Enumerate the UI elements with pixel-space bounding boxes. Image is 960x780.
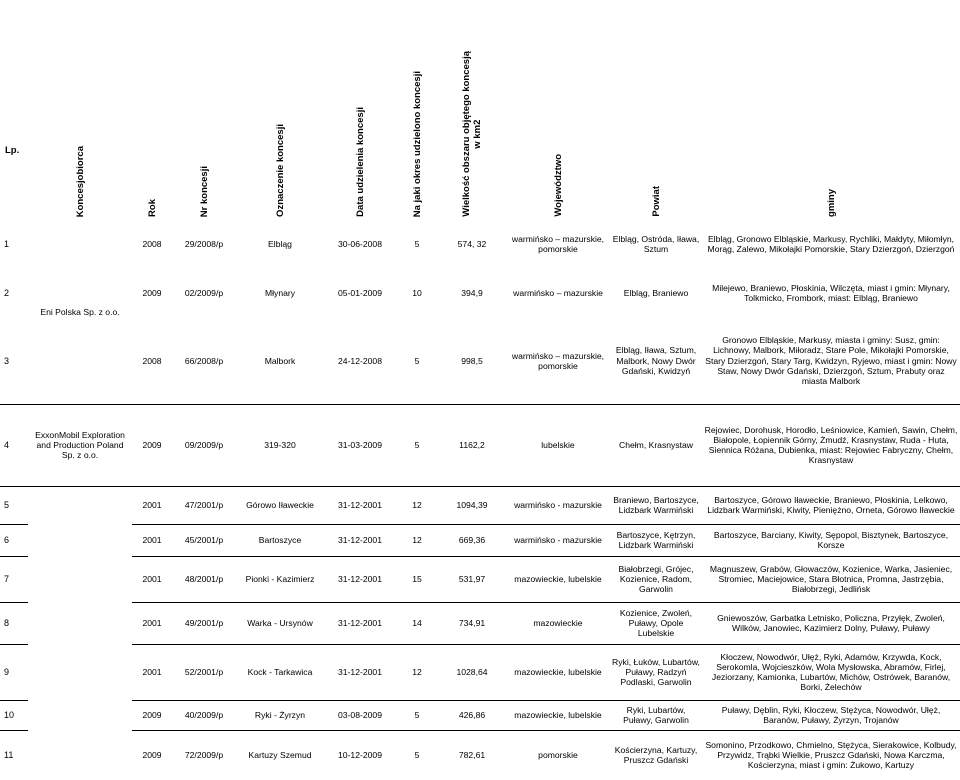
table-row	[0, 404, 960, 486]
cell-wojewodztwo: warmińsko - mazurskie	[506, 486, 610, 524]
cell-oznaczenie: Ryki - Żyrzyn	[236, 700, 324, 730]
cell-data: 31-12-2001	[324, 486, 396, 524]
cell-powiat: Elbląg, Iława, Sztum, Malbork, Nowy Dwór Gdański, Kwidzyń	[615, 345, 697, 376]
table-row	[0, 556, 960, 602]
cell-koncesjobiorca: Eni Polska Sp. z o.o.	[40, 306, 120, 317]
cell-data: 30-06-2008	[338, 238, 382, 249]
cell-wojewodztwo: mazowieckie, lubelskie	[506, 644, 610, 700]
cell-powiat: Kościerzyna, Kartuzy, Pruszcz Gdański	[610, 730, 702, 780]
cell-lp: 8	[0, 602, 28, 644]
cell-okres: 12	[396, 644, 438, 700]
table-row	[0, 318, 960, 404]
cell-powiat: Elbląg, Braniewo	[623, 287, 689, 298]
col-nr: Nr koncesji	[198, 165, 210, 217]
cell-lp: 1	[4, 238, 10, 249]
table-row	[0, 602, 960, 644]
cell-rok: 2001	[132, 602, 172, 644]
cell-wielkosc: 782,61	[438, 730, 506, 780]
cell-nr: 02/2009/p	[184, 287, 224, 298]
cell-oznaczenie: Kock - Tarkawica	[236, 644, 324, 700]
cell-nr: 09/2009/p	[172, 404, 236, 486]
cell-rok: 2001	[132, 486, 172, 524]
table-row	[0, 730, 960, 780]
cell-lp: 9	[0, 644, 28, 700]
col-powiat: Powiat	[650, 186, 662, 217]
cell-okres: 12	[396, 524, 438, 556]
cell-wojewodztwo: warmińsko – mazurskie, pomorskie	[511, 350, 605, 371]
table-row	[0, 524, 960, 556]
cell-rok: 2008	[142, 355, 162, 366]
cell-oznaczenie: 319-320	[236, 404, 324, 486]
cell-wojewodztwo: warmińsko – mazurskie	[513, 287, 603, 298]
cell-powiat: Kozienice, Zwoleń, Puławy, Opole Lubelskie	[610, 602, 702, 644]
cell-wielkosc: 426,86	[438, 700, 506, 730]
cell-okres: 15	[396, 556, 438, 602]
cell-powiat: Ryki, Lubartów, Puławy, Garwolin	[610, 700, 702, 730]
cell-koncesjobiorca: ExxonMobil Exploration and Production Poland Sp. z o.o.	[28, 404, 132, 486]
cell-rok: 2009	[132, 404, 172, 486]
cell-nr: 66/2008/p	[184, 355, 224, 366]
cell-okres: 5	[396, 404, 438, 486]
cell-data: 03-08-2009	[324, 700, 396, 730]
col-lp: Lp.	[5, 144, 20, 156]
col-rok: Rok	[146, 198, 158, 217]
cell-lp: 3	[4, 355, 10, 366]
cell-data: 31-12-2001	[324, 602, 396, 644]
cell-lp: 11	[0, 730, 28, 780]
cell-data: 31-12-2001	[324, 644, 396, 700]
cell-rok: 2009	[132, 730, 172, 780]
cell-wojewodztwo: mazowieckie, lubelskie	[506, 556, 610, 602]
cell-nr: 72/2009/p	[172, 730, 236, 780]
col-wielkosc: Wielkość obszaru objętego koncesją w km2	[461, 51, 483, 217]
cell-gminy: Rejowiec, Dorohusk, Horodło, Leśniowice, Kamień, Sawin, Chełm, Białopole, Łopiennik Górny, Żmudź, Krasnystaw, Ruda - Huta, Siennica Różana, Dubienka, miast: Rejowiec Fabryczny, Chełm, Krasnystaw	[702, 404, 960, 486]
cell-lp: 6	[0, 524, 28, 556]
cell-gminy: Bartoszyce, Barciany, Kiwity, Sępopol, Bisztynek, Bartoszyce, Korsze	[702, 524, 960, 556]
col-gminy: gminy	[825, 188, 837, 217]
cell-nr: 45/2001/p	[172, 524, 236, 556]
cell-rok: 2001	[132, 524, 172, 556]
cell-okres: 14	[396, 602, 438, 644]
cell-wielkosc: 1028,64	[438, 644, 506, 700]
col-wojewodztwo: Województwo	[552, 154, 564, 217]
cell-okres: 10	[412, 287, 422, 298]
cell-rok: 2001	[132, 556, 172, 602]
cell-okres: 5	[396, 730, 438, 780]
cell-lp: 5	[0, 486, 28, 524]
cell-nr: 48/2001/p	[172, 556, 236, 602]
cell-wielkosc: 574, 32	[457, 238, 487, 249]
cell-gminy: Elbląg, Gronowo Elbląskie, Markusy, Rychliki, Małdyty, Miłomłyn, Morąg, Zalewo, Mikołajki Pomorskie, Stary Dzierzgoń, Dzierzgoń	[707, 233, 955, 254]
cell-powiat: Elbląg, Ostróda, Iława, Sztum	[612, 233, 700, 254]
cell-data: 31-12-2001	[324, 556, 396, 602]
table-row	[0, 268, 960, 318]
cell-nr: 29/2008/p	[184, 238, 224, 249]
table-row	[0, 700, 960, 730]
cell-powiat: Ryki, Łuków, Lubartów, Puławy, Radzyń Podlaski, Garwolin	[610, 644, 702, 700]
cell-rok: 2008	[142, 238, 162, 249]
cell-data: 24-12-2008	[338, 355, 382, 366]
cell-gminy: Milejewo, Braniewo, Płoskinia, Wilczęta, miast i gmin: Młynary, Tolkmicko, Frombork, miast: Elbląg, Braniewo	[712, 282, 950, 303]
cell-powiat: Białobrzegi, Grójec, Kozienice, Radom, Garwolin	[610, 556, 702, 602]
cell-oznaczenie: Młynary	[264, 287, 296, 298]
cell-okres: 12	[396, 486, 438, 524]
cell-wojewodztwo: warmińsko – mazurskie, pomorskie	[511, 233, 605, 254]
cell-wielkosc: 531,97	[438, 556, 506, 602]
cell-wojewodztwo: lubelskie	[506, 404, 610, 486]
cell-okres: 5	[414, 238, 420, 249]
cell-gminy: Somonino, Przodkowo, Chmielno, Stężyca, Sierakowice, Kolbudy, Przywidz, Trąbki Wielkie, Pruszcz Gdański, Nowa Karczma, Kościerzyna, miast i gmin: Żukowo, Kartuzy	[702, 730, 960, 780]
cell-nr: 47/2001/p	[172, 486, 236, 524]
cell-wojewodztwo: pomorskie	[506, 730, 610, 780]
cell-lp: 2	[4, 287, 10, 298]
cell-gminy: Magnuszew, Grabów, Głowaczów, Kozienice, Warka, Jasieniec, Stromiec, Maciejowice, Stara Błotnica, Promna, Jastrzębia, Białobrzegi, Jedlińsk	[702, 556, 960, 602]
cell-gminy: Gronowo Elbląskie, Markusy, miasta i gminy: Susz, gmin: Lichnowy, Malbork, Miłoradz, Stare Pole, Mikołajki Pomorskie, Stary Dzierzgoń, Stary Targ, Kwidzyn, Ryjewo, miast i gmin: Nowy Staw, Nowy Dwór Gdański, Dzierzgoń, Sztum, Prabuty oraz miasta Malbork	[705, 335, 957, 387]
cell-okres: 5	[396, 700, 438, 730]
cell-oznaczenie: Warka - Ursynów	[236, 602, 324, 644]
cell-wielkosc: 1094,39	[438, 486, 506, 524]
table-row	[0, 644, 960, 700]
cell-lp: 7	[0, 556, 28, 602]
cell-powiat: Chełm, Krasnystaw	[610, 404, 702, 486]
cell-nr: 40/2009/p	[172, 700, 236, 730]
cell-lp: 10	[0, 700, 28, 730]
cell-gminy: Bartoszyce, Górowo Iławeckie, Braniewo, Płoskinia, Lelkowo, Lidzbark Warmiński, Kiwity, Pieniężno, Orneta, Górowo Iławeckie	[702, 486, 960, 524]
header-row	[0, 0, 960, 220]
cell-gminy: Gniewoszów, Garbatka Letnisko, Policzna, Przyłęk, Zwoleń, Wilków, Janowiec, Kazimierz Dolny, Puławy, Puławy	[702, 602, 960, 644]
cell-wojewodztwo: warmińsko - mazurskie	[506, 524, 610, 556]
cell-koncesjobiorca	[28, 486, 132, 780]
cell-wojewodztwo: mazowieckie	[506, 602, 610, 644]
cell-wojewodztwo: mazowieckie, lubelskie	[506, 700, 610, 730]
cell-oznaczenie: Elbląg	[268, 238, 292, 249]
col-data: Data udzielenia koncesji	[354, 106, 366, 217]
table-row	[0, 220, 960, 268]
cell-oznaczenie: Górowo Iławeckie	[236, 486, 324, 524]
cell-wielkosc: 394,9	[461, 287, 483, 298]
cell-okres: 5	[414, 355, 420, 366]
cell-rok: 2009	[142, 287, 162, 298]
cell-lp: 4	[0, 404, 28, 486]
cell-oznaczenie: Kartuzy Szemud	[236, 730, 324, 780]
col-oznaczenie: Oznaczenie koncesji	[274, 123, 286, 217]
col-okres: Na jaki okres udzielono koncesji	[411, 70, 423, 217]
cell-data: 05-01-2009	[338, 287, 382, 298]
cell-data: 31-12-2001	[324, 524, 396, 556]
cell-rok: 2009	[132, 700, 172, 730]
cell-oznaczenie: Pionki - Kazimierz	[236, 556, 324, 602]
cell-data: 31-03-2009	[324, 404, 396, 486]
col-koncesjobiorca: Koncesjobiorca	[74, 145, 86, 217]
cell-wielkosc: 998,5	[461, 355, 483, 366]
cell-oznaczenie: Bartoszyce	[236, 524, 324, 556]
cell-wielkosc: 734,91	[438, 602, 506, 644]
cell-nr: 49/2001/p	[172, 602, 236, 644]
cell-nr: 52/2001/p	[172, 644, 236, 700]
cell-rok: 2001	[132, 644, 172, 700]
cell-gminy: Kłoczew, Nowodwór, Ułęż, Ryki, Adamów, Krzywda, Kock, Serokomla, Wojcieszków, Wola Mysłowska, Abramów, Firlej, Jeziorzany, Kamionka, Lubartów, Michów, Ostrówek, Baranów, Borki, Żelechów	[702, 644, 960, 700]
cell-powiat: Braniewo, Bartoszyce, Lidzbark Warmiński	[610, 486, 702, 524]
cell-wielkosc: 669,36	[438, 524, 506, 556]
cell-wielkosc: 1162,2	[438, 404, 506, 486]
table-row	[0, 486, 960, 524]
cell-powiat: Bartoszyce, Kętrzyn, Lidzbark Warmiński	[610, 524, 702, 556]
cell-gminy: Puławy, Dęblin, Ryki, Kłoczew, Stężyca, Nowodwór, Ułęż, Baranów, Puławy, Żyrzyn, Trojanów	[702, 700, 960, 730]
cell-oznaczenie: Malbork	[264, 355, 296, 366]
cell-data: 10-12-2009	[324, 730, 396, 780]
